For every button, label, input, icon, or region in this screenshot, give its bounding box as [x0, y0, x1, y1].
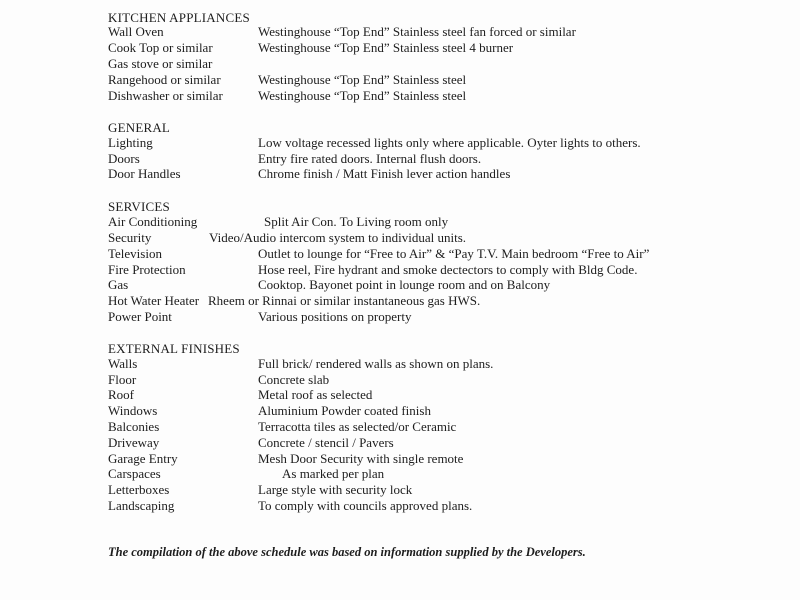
row-value: Hose reel, Fire hydrant and smoke dectectors to comply with Bldg Code.: [258, 262, 638, 277]
row-label: Security: [108, 230, 152, 245]
row-label: Power Point: [108, 309, 172, 324]
schedule-row: [108, 309, 780, 325]
row-value: Concrete / stencil / Pavers: [258, 435, 394, 450]
schedule-row: [108, 356, 780, 372]
row-label: Dishwasher or similar: [108, 88, 223, 103]
schedule-row: [108, 72, 780, 88]
schedule-row: [108, 262, 780, 278]
row-value: Westinghouse “Top End” Stainless steel: [258, 88, 467, 103]
row-value: Various positions on property: [258, 309, 412, 324]
row-value: Mesh Door Security with single remote: [258, 451, 464, 466]
schedule-row: [108, 135, 780, 151]
row-label: Gas stove or similar: [108, 56, 213, 71]
section-title-services: SERVICES: [108, 199, 170, 214]
schedule-row: [108, 56, 780, 72]
row-value: Terracotta tiles as selected/or Ceramic: [258, 419, 457, 434]
row-value: Split Air Con. To Living room only: [264, 214, 449, 229]
row-value: Westinghouse “Top End” Stainless steel: [258, 72, 467, 87]
schedule-row: [108, 230, 780, 246]
schedule-row: [108, 466, 780, 482]
row-value: Outlet to lounge for “Free to Air” & “Pay T.V. Main bedroom “Free to Air”: [258, 246, 650, 261]
schedule-row: [108, 435, 780, 451]
schedule-row: [108, 498, 780, 514]
row-value: Large style with security lock: [258, 482, 413, 497]
row-label: Doors: [108, 151, 140, 166]
row-value: As marked per plan: [282, 466, 385, 481]
schedule-row: [108, 277, 780, 293]
row-value: Low voltage recessed lights only where applicable. Oyter lights to others.: [258, 135, 641, 150]
schedule-row: [108, 151, 780, 167]
row-label: Lighting: [108, 135, 153, 150]
row-label: Gas: [108, 277, 129, 292]
row-value: Westinghouse “Top End” Stainless steel 4 burner: [258, 40, 514, 55]
row-value: Concrete slab: [258, 372, 330, 387]
schedule-row: [108, 293, 780, 309]
row-label: Roof: [108, 387, 134, 402]
row-label: Garage Entry: [108, 451, 178, 466]
row-value: Entry fire rated doors. Internal flush doors.: [258, 151, 482, 166]
schedule-row: [108, 40, 780, 56]
row-label: Floor: [108, 372, 137, 387]
row-label: Cook Top or similar: [108, 40, 213, 55]
row-value: Chrome finish / Matt Finish lever action handles: [258, 166, 511, 181]
row-value: To comply with councils approved plans.: [258, 498, 473, 513]
row-label: Letterboxes: [108, 482, 170, 497]
row-label: Air Conditioning: [108, 214, 198, 229]
row-label: Carspaces: [108, 466, 161, 481]
row-label: Wall Oven: [108, 24, 164, 39]
row-label: Windows: [108, 403, 158, 418]
schedule-row: [108, 24, 780, 40]
row-value: Westinghouse “Top End” Stainless steel fan forced or similar: [258, 24, 576, 39]
row-label: Landscaping: [108, 498, 175, 513]
row-label: Driveway: [108, 435, 160, 450]
row-value: Cooktop. Bayonet point in lounge room and on Balcony: [258, 277, 551, 292]
row-value: Video/Audio intercom system to individual units.: [209, 230, 467, 245]
row-label: Hot Water Heater: [108, 293, 200, 308]
schedule-row: [108, 88, 780, 104]
schedule-row: [108, 403, 780, 419]
row-label: Door Handles: [108, 166, 181, 181]
section-title-external-finishes: EXTERNAL FINISHES: [108, 341, 240, 356]
row-label: Television: [108, 246, 162, 261]
row-value: Aluminium Powder coated finish: [258, 403, 431, 418]
row-value: Metal roof as selected: [258, 387, 373, 402]
schedule-row: [108, 451, 780, 467]
row-label: Walls: [108, 356, 138, 371]
row-label: Balconies: [108, 419, 160, 434]
row-value: Full brick/ rendered walls as shown on plans.: [258, 356, 494, 371]
schedule-row: [108, 372, 780, 388]
schedule-row: [108, 482, 780, 498]
schedule-row: [108, 419, 780, 435]
schedule-row: [108, 214, 780, 230]
section-title-general: GENERAL: [108, 120, 171, 135]
row-value: Rheem or Rinnai or similar instantaneous gas HWS.: [208, 293, 481, 308]
footer-note: The compilation of the above schedule was based on information supplied by the Developers.: [108, 545, 586, 559]
row-label: Rangehood or similar: [108, 72, 221, 87]
schedule-row: [108, 166, 780, 182]
section-title-kitchen: KITCHEN APPLIANCES: [108, 10, 250, 25]
schedule-row: [108, 246, 780, 262]
schedule-row: [108, 387, 780, 403]
row-label: Fire Protection: [108, 262, 186, 277]
